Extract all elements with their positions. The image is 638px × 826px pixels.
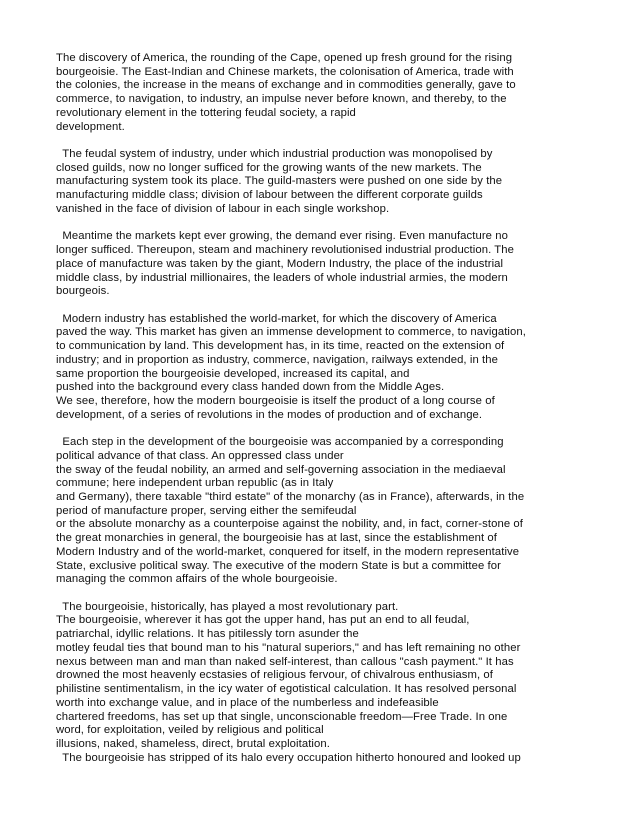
paragraph-political-advance — [56, 436, 596, 587]
text-line: The bourgeoisie, historically, has played a most revolutionary part. — [56, 600, 399, 613]
text-line: manufacturing system took its place. The guild-masters were pushed on one side by the — [56, 175, 503, 188]
text-line: development. — [56, 120, 125, 133]
text-line: managing the common affairs of the whole bourgeoisie. — [56, 573, 338, 586]
text-line: We see, therefore, how the modern bourgeoisie is itself the product of a long course of — [56, 394, 495, 407]
text-line: manufacturing middle class; division of labour between the different corporate guilds — [56, 189, 483, 202]
text-line: Modern Industry and of the world-market, conquered for itself, in the modern representative — [56, 545, 520, 558]
text-line: political advance of that class. An oppressed class under — [56, 449, 344, 462]
text-line: motley feudal ties that bound man to his "natural superiors," and has left remaining no other — [56, 641, 521, 654]
text-line: Modern industry has established the world-market, for which the discovery of America — [56, 312, 497, 325]
text-line: illusions, naked, shameless, direct, brutal exploitation. — [56, 737, 330, 750]
text-line: commerce, to navigation, to industry, an impulse never before known, and thereby, to the — [56, 93, 507, 106]
document-body — [56, 52, 596, 779]
text-line: The bourgeoisie, wherever it has got the upper hand, has put an end to all feudal, — [56, 614, 470, 627]
text-line: period of manufacture proper, serving either the semifeudal — [56, 504, 357, 517]
text-line: pushed into the background every class handed down from the Middle Ages. — [56, 381, 445, 394]
text-line: The bourgeoisie has stripped of its halo every occupation hitherto honoured and looked up — [56, 751, 521, 764]
text-line: place of manufacture was taken by the giant, Modern Industry, the place of the industrial — [56, 257, 504, 270]
text-line: the great monarchies in general, the bourgeoisie has at last, since the establishment of — [56, 532, 497, 545]
text-line: Meantime the markets kept ever growing, the demand ever rising. Even manufacture no — [56, 230, 508, 243]
text-line: paved the way. This market has given an immense development to commerce, to navigation, — [56, 326, 526, 339]
text-line: revolutionary element in the tottering feudal society, a rapid — [56, 106, 356, 119]
paragraph-discovery-of-america — [56, 52, 596, 134]
paragraph-world-market — [56, 313, 596, 423]
text-line: nexus between man and man than naked self-interest, than callous "cash payment." It has — [56, 655, 514, 668]
text-line: closed guilds, now no longer sufficed for the growing wants of the new markets. The — [56, 161, 482, 174]
text-line: same proportion the bourgeoisie developed, increased its capital, and — [56, 367, 410, 380]
text-line: longer sufficed. Thereupon, steam and machinery revolutionised industrial production. The — [56, 244, 515, 257]
text-line: drowned the most heavenly ecstasies of religious fervour, of chivalrous enthusiasm, of — [56, 669, 494, 682]
text-line: to communication by land. This development has, in its time, reacted on the extension of — [56, 340, 505, 353]
text-line: The feudal system of industry, under which industrial production was monopolised by — [56, 148, 493, 161]
text-line: the sway of the feudal nobility, an armed and self-governing association in the mediaeval — [56, 463, 506, 476]
text-line: patriarchal, idyllic relations. It has pitilessly torn asunder the — [56, 628, 359, 641]
text-line: Each step in the development of the bourgeoisie was accompanied by a corresponding — [56, 436, 504, 449]
text-line: the colonies, the increase in the means of exchange and in commodities generally, gave to — [56, 79, 516, 92]
text-line: word, for exploitation, veiled by religious and political — [56, 724, 324, 737]
text-line: bourgeoisie. The East-Indian and Chinese markets, the colonisation of America, trade with — [56, 65, 514, 78]
text-line: vanished in the face of division of labour in each single workshop. — [56, 202, 390, 215]
text-line: commune; here independent urban republic (as in Italy — [56, 477, 334, 490]
text-line: middle class, by industrial millionaires, the leaders of whole industrial armies, the modern — [56, 271, 508, 284]
text-line: industry; and in proportion as industry, commerce, navigation, railways extended, in the — [56, 353, 498, 366]
paragraph-revolutionary-part — [56, 601, 596, 766]
text-line: The discovery of America, the rounding of the Cape, opened up fresh ground for the rising — [56, 52, 513, 64]
text-line: philistine sentimentalism, in the icy water of egotistical calculation. It has resolved personal — [56, 683, 517, 696]
text-line: bourgeois. — [56, 285, 110, 298]
paragraph-feudal-system — [56, 148, 596, 217]
text-line: chartered freedoms, has set up that single, unconscionable freedom—Free Trade. In one — [56, 710, 508, 723]
paragraph-markets-growing — [56, 230, 596, 299]
text-line: and Germany), there taxable "third estate" of the monarchy (as in France), afterwards, in the — [56, 491, 525, 503]
text-line: worth into exchange value, and in place of the numberless and indefeasible — [56, 696, 439, 709]
text-line: development, of a series of revolutions in the modes of production and of exchange. — [56, 408, 483, 421]
text-line: or the absolute monarchy as a counterpoise against the nobility, and, in fact, corner-stone of — [56, 518, 523, 531]
text-line: State, exclusive political sway. The executive of the modern State is but a committee for — [56, 559, 501, 572]
